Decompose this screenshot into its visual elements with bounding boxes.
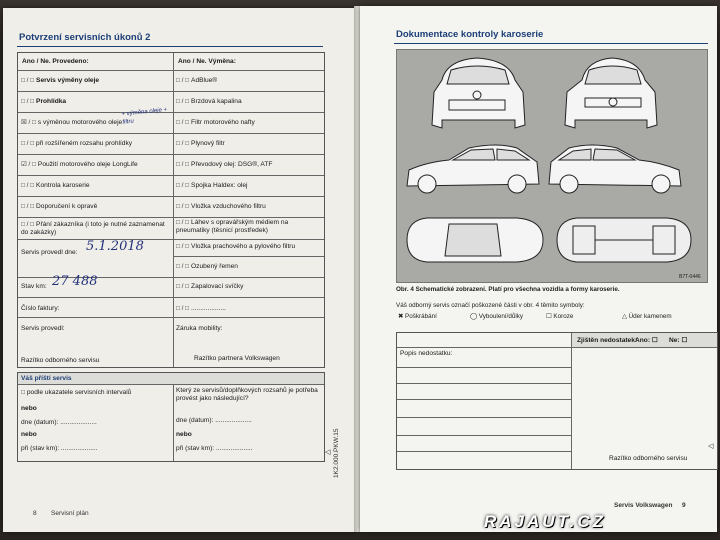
- invoice-label: Číslo faktury:: [21, 305, 60, 312]
- service-date-label: Servis provedl dne:: [21, 249, 78, 256]
- col-right-header: Ano / Ne. Výměna:: [178, 58, 236, 65]
- findings-label: Zjištěn nedostatek:: [577, 337, 638, 344]
- no-label[interactable]: Ne: ☐: [669, 337, 688, 344]
- row-rozsireny-rozsah[interactable]: □ / □ při rozšířeném rozsahu prohlídky: [21, 140, 133, 147]
- next-km-field[interactable]: při (stav km): ....................: [21, 445, 98, 452]
- page-marker: ◁: [325, 449, 331, 456]
- row-brzdova-kapalina[interactable]: □ / □ Brzdová kapalina: [176, 98, 242, 105]
- stamp-dealer-label: Razítko odborného servisu: [21, 357, 100, 364]
- left-page-number: 8: [33, 510, 37, 517]
- nebo-1: nebo: [21, 405, 37, 412]
- right-page-number: 9: [682, 502, 686, 509]
- car-front-view: [565, 58, 657, 128]
- handwritten-note: + výměna oleje + filtru: [121, 106, 168, 126]
- nebo-2: nebo: [21, 431, 37, 438]
- row-prani-zakaznika[interactable]: □ / □ Přání zákazníka (i toto je nutné zaznamenat do zakázky): [21, 221, 165, 236]
- yes-label[interactable]: Ano: ☐: [635, 337, 658, 344]
- right-date-field[interactable]: dne (datum): ....................: [176, 417, 252, 424]
- row-plynovy-filtr[interactable]: □ / □ Plynový filtr: [176, 140, 225, 147]
- car-rear-view: [432, 58, 525, 128]
- right-page: [360, 6, 717, 532]
- right-page-title: Dokumentace kontroly karoserie: [396, 29, 544, 40]
- service-by-label: Servis provedl:: [21, 325, 65, 332]
- right-km-field[interactable]: při (stav km): ....................: [176, 445, 253, 452]
- figure-caption: Obr. 4 Schematické zobrazení. Platí pro všechna vozidla a formy karoserie.: [396, 286, 620, 293]
- symbol-stone: △ Úder kamenem: [622, 313, 672, 320]
- row-longlife[interactable]: ☑ / □ Použití motorového oleje LongLife: [21, 161, 138, 168]
- extra-question: Který ze servisů/doplňkových rozsahů je potřeba provést jako následující?: [176, 387, 318, 402]
- row-vymena-oleje[interactable]: ☒ / □ s výměnou motorového oleje: [21, 119, 123, 126]
- right-stamp-label: Razítko odborného servisu: [609, 455, 688, 462]
- car-right-side: [549, 145, 681, 193]
- row-vzduchovy-filtr[interactable]: □ / □ Vložka vzduchového filtru: [176, 203, 266, 210]
- row-lahev-pneu[interactable]: □ / □ Láhev s opravářským médiem na pneumatiky (těsnicí prostředek): [176, 219, 289, 234]
- car-diagram[interactable]: [396, 49, 708, 283]
- right-page-marker: ◁: [708, 443, 714, 450]
- right-title-rule: [394, 43, 708, 44]
- left-footer-label: Servisní plán: [51, 510, 89, 517]
- car-diagram-svg: [397, 50, 707, 282]
- next-service-table: [17, 372, 325, 462]
- km-label: Stav km:: [21, 283, 47, 290]
- symbol-scratch: ✖ Poškrábání: [398, 313, 437, 320]
- service-table: [17, 52, 325, 368]
- row-ozubeny-remen[interactable]: □ / □ Ozubený řemen: [176, 263, 238, 270]
- row-prohlidka[interactable]: □ / □ Prohlídka: [21, 98, 67, 105]
- row-prevodovy-olej[interactable]: □ / □ Převodový olej: DSG®, ATF: [176, 161, 273, 168]
- symbol-intro: Váš odborný servis označí poškozené části v obr. 4 těmito symboly:: [396, 302, 585, 309]
- car-top-view: [407, 218, 543, 262]
- row-servis-vymeny-oleje[interactable]: □ / □ Servis výměny oleje: [21, 77, 100, 84]
- page-title: Potvrzení servisních úkonů 2: [19, 32, 151, 43]
- row-kontrola-karoserie[interactable]: □ / □ Kontrola karoserie: [21, 182, 90, 189]
- row-pylovy-filtr[interactable]: □ / □ Vložka prachového a pylového filtru: [176, 243, 296, 250]
- row-other[interactable]: □ / □ ...................: [176, 305, 226, 312]
- nebo-3: nebo: [176, 431, 192, 438]
- car-underbody-view: [557, 218, 691, 262]
- row-spojka-haldex[interactable]: □ / □ Spojka Haldex: olej: [176, 182, 248, 189]
- symbol-corrosion: ☐ Koroze: [546, 313, 574, 320]
- km-value[interactable]: 27 488: [52, 274, 98, 289]
- car-left-side: [407, 145, 539, 193]
- symbol-dent: ◯ Vyboulení/důlky: [470, 313, 524, 320]
- title-rule: [17, 46, 323, 47]
- figure-code: B7T-0446: [679, 274, 701, 280]
- stamp-vw-label: Razítko partnera Volkswagen: [194, 355, 280, 362]
- watermark: RAJAUT.CZ: [484, 512, 607, 531]
- col-left-header: Ano / Ne. Provedeno:: [22, 58, 89, 65]
- next-date-field[interactable]: dne (datum): ....................: [21, 419, 97, 426]
- left-page: [3, 8, 357, 532]
- right-footer-label: Servis Volkswagen: [614, 502, 673, 509]
- service-date-value[interactable]: 5.1.2018: [86, 239, 144, 254]
- defect-desc-label: Popis nedostatku:: [400, 350, 453, 357]
- findings-table: [396, 332, 718, 470]
- mobility-label: Záruka mobility:: [176, 325, 223, 332]
- row-adblue[interactable]: □ / □ AdBlue®: [176, 77, 218, 84]
- next-service-header: Váš příští servis: [21, 375, 72, 382]
- row-zapalovaci-svicky[interactable]: □ / □ Zapalovací svíčky: [176, 283, 244, 290]
- row-filtr-nafty[interactable]: □ / □ Filtr motorového nafty: [176, 119, 255, 126]
- side-code: 1K2.000.PKW.15: [333, 428, 340, 478]
- interval-option[interactable]: □ podle ukazatele servisních intervalů: [21, 389, 132, 396]
- row-doporuceni[interactable]: □ / □ Doporučení k opravě: [21, 203, 98, 210]
